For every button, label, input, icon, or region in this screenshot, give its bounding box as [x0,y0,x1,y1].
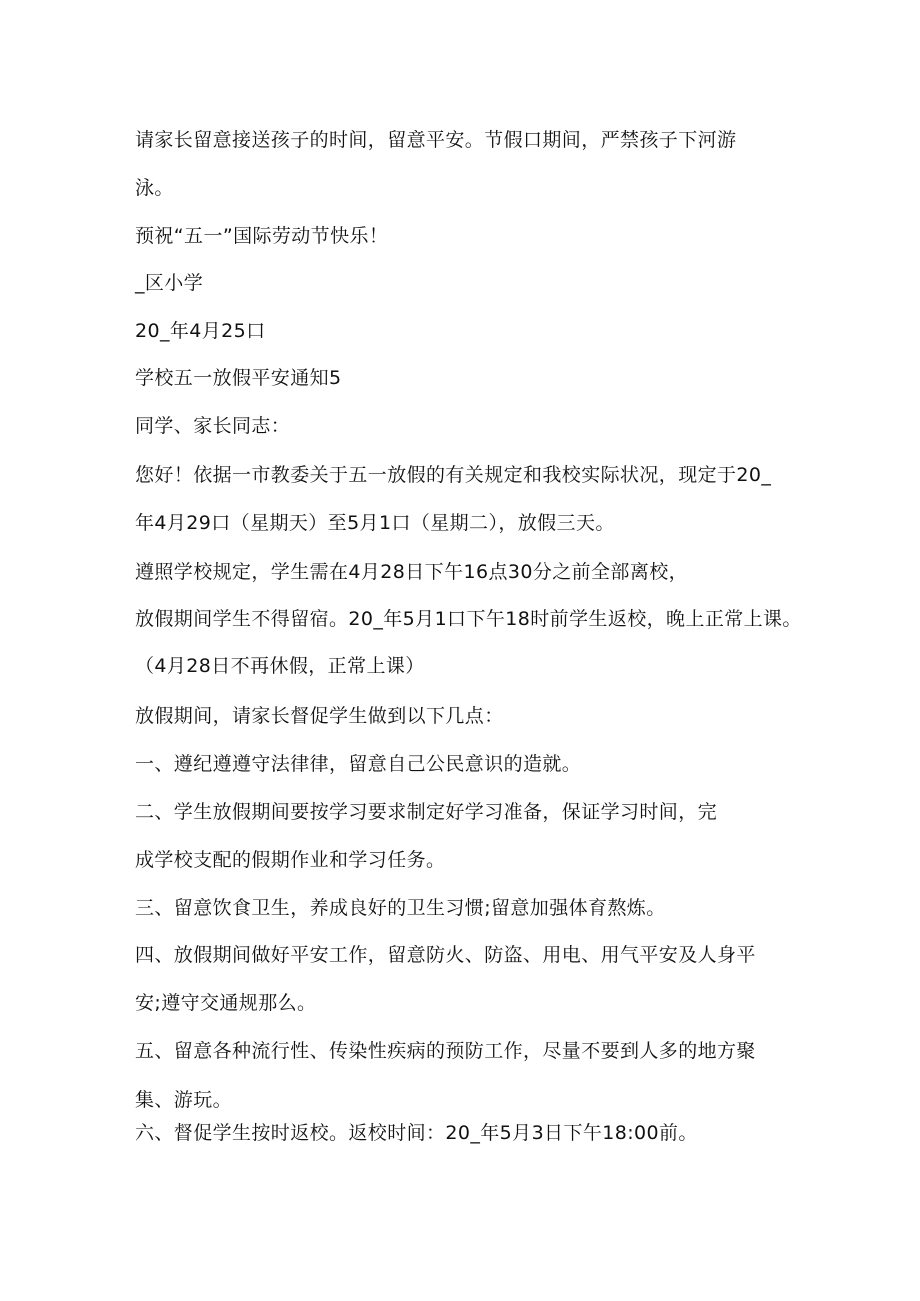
text-line-5: 20_年4月25口 [135,320,266,342]
text-line-10: 遵照学校规定，学生需在4月28日下午16点30分之前全部离校， [135,561,689,583]
text-line-22: 六、督促学生按时返校。返校时间：20_年5月3日下午18:00前。 [135,1122,698,1144]
text-line-12: （4月28日不再休假，正常上课） [135,655,425,677]
text-line-11: 放假期间学生不得留宿。20_年5月1口下午18时前学生返校，晚上正常上课。 [135,608,802,630]
text-line-16: 成学校支配的假期作业和学习任务。 [135,849,446,871]
text-line-1: 请家长留意接送孩子的时间，留意平安。节假口期间，严禁孩子下河游 [135,129,737,151]
text-line-20: 五、留意各种流行性、传染性疾病的预防工作，尽量不要到人多的地方聚 [135,1040,756,1062]
text-line-15: 二、学生放假期间要按学习要求制定好学习准备，保证学习时间，完 [135,801,718,823]
text-line-19: 安;遵守交通规那么。 [135,992,317,1014]
text-line-14: 一、遵纪遵遵守法律律，留意自己公民意识的造就。 [135,753,582,775]
text-line-8: 您好！依据一市教委关于五一放假的有关规定和我校实际状况，现定于20_ [135,464,772,486]
text-line-9: 年4月29口（星期天）至5月1口（星期二），放假三天。 [135,512,615,534]
text-line-2: 泳。 [135,177,174,199]
text-line-4: _区小学 [135,272,204,294]
text-line-7: 同学、家长同志： [135,415,291,437]
text-line-6: 学校五一放假平安通知5 [135,367,342,389]
text-line-18: 四、放假期间做好平安工作，留意防火、防盗、用电、用气平安及人身平 [135,944,756,966]
text-line-21: 集、游玩。 [135,1089,233,1111]
text-line-17: 三、留意饮食卫生，养成良好的卫生习惯;留意加强体育熬炼。 [135,897,666,919]
text-line-13: 放假期间，请家长督促学生做到以下几点： [135,705,504,727]
text-line-3: 预祝“五一”国际劳动节快乐！ [135,225,389,247]
